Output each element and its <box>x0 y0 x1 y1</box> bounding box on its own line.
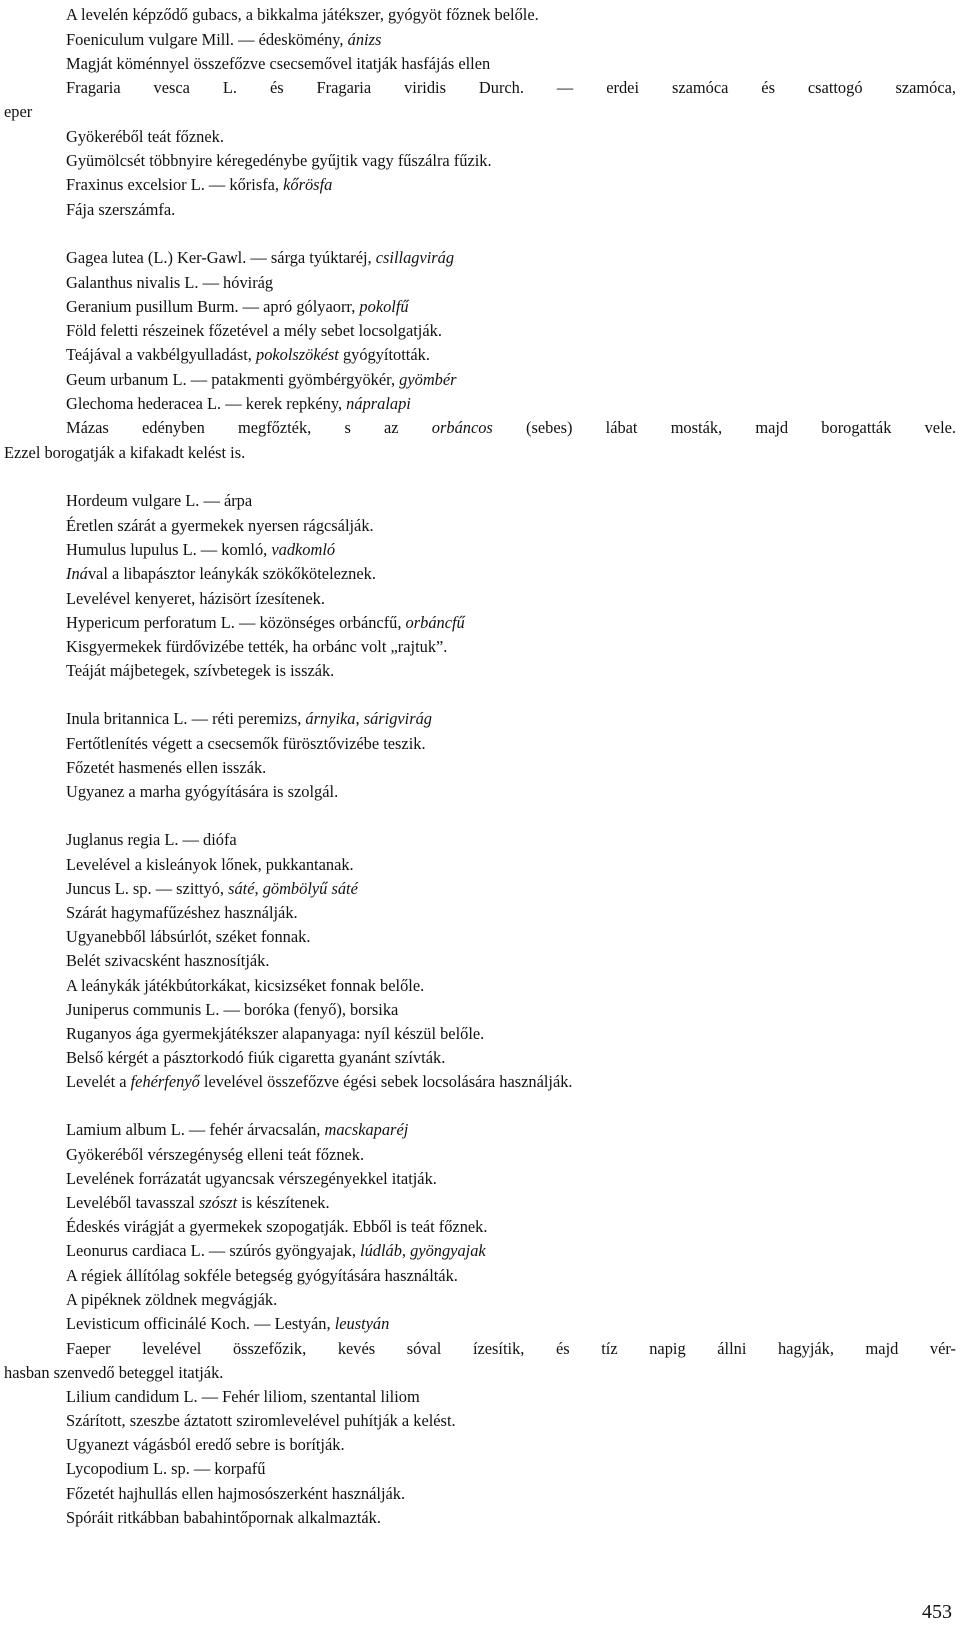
text-run: , <box>401 1241 411 1260</box>
text-line <box>66 661 960 681</box>
text-run: Szárát hagymafűzéshez használják. <box>66 903 298 922</box>
text-run: Humulus lupulus L. — komló, <box>66 540 272 559</box>
text-run: gyógyították. <box>338 345 430 364</box>
text-run: Geranium pusillum Burm. — apró gólyaorr, <box>66 297 360 316</box>
text-run: hasban szenvedő beteggel itatják. <box>4 1363 224 1382</box>
text-run: Leonurus cardiaca L. — szúrós gyöngyajak, <box>66 1241 361 1260</box>
text-run: Faeper levelével összefőzik, kevés sóval ízesítik, és tíz napig állni hagyják, majd vér- <box>66 1339 956 1358</box>
text-run: Szárított, szeszbe áztatott sziromlevelével puhítják a kelést. <box>66 1411 456 1430</box>
italic-term: gyöngyajak <box>410 1241 486 1260</box>
text-run: is készítenek. <box>237 1193 330 1212</box>
text-run: A levelén képződő gubacs, a bikkalma játékszer, gyógyöt főznek belőle. <box>66 5 539 24</box>
text-line <box>66 879 960 899</box>
text-run: Főzetét hajhullás ellen hajmosószerként használják. <box>66 1484 406 1503</box>
text-run: Belső kérgét a pásztorkodó fiúk cigaretta gyanánt szívták. <box>66 1048 446 1067</box>
text-line <box>66 1508 960 1528</box>
text-run: Lilium candidum L. — Fehér liliom, szentantal liliom <box>66 1387 420 1406</box>
italic-term: vadkomló <box>271 540 336 559</box>
text-line <box>66 976 960 996</box>
text-line <box>66 1266 960 1286</box>
text-line <box>66 1120 960 1140</box>
italic-term: leustyán <box>334 1314 390 1333</box>
page-number: 453 <box>922 1601 952 1623</box>
text-line <box>66 1072 960 1092</box>
italic-term: pokolfű <box>359 297 409 316</box>
text-run: Levelével kenyeret, házisört ízesítenek. <box>66 589 325 608</box>
text-run: Teájával a vakbélgyulladást, <box>66 345 256 364</box>
text-line <box>4 102 960 122</box>
text-line <box>66 54 960 74</box>
italic-term: árnyika <box>305 709 356 728</box>
text-run: Spóráit ritkábban babahintőpornak alkalmazták. <box>66 1508 381 1527</box>
text-run: (sebes) lábat mosták, majd borogatták vele. <box>492 418 956 437</box>
italic-term: ánizs <box>347 30 382 49</box>
text-line <box>66 30 960 50</box>
text-run: Föld feletti részeinek főzetével a mély sebet locsolgatják. <box>66 321 442 340</box>
text-line <box>66 782 960 802</box>
italic-term: nápralapi <box>346 394 411 413</box>
text-run: Édeskés virágját a gyermekek szopogatják. Ebből is teát főznek. <box>66 1217 488 1236</box>
text-run: Ezzel borogatják a kifakadt kelést is. <box>4 443 246 462</box>
text-run: Ugyanezt vágásból eredő sebre is borítják. <box>66 1435 345 1454</box>
text-line <box>66 345 960 365</box>
text-line <box>66 491 960 511</box>
text-run: A régiek állítólag sokféle betegség gyógyítására használták. <box>66 1266 458 1285</box>
text-run: Lamium album L. — fehér árvacsalán, <box>66 1120 325 1139</box>
text-run: Levisticum officinálé Koch. — Lestyán, <box>66 1314 335 1333</box>
text-run: Juglanus regia L. — diófa <box>66 830 237 849</box>
text-line <box>66 855 960 875</box>
text-line <box>4 443 960 463</box>
italic-term: lúdláb <box>360 1241 402 1260</box>
text-line <box>66 830 960 850</box>
text-run: Fertőtlenítés végett a csecsemők fürösztővizébe teszik. <box>66 734 426 753</box>
text-run: Magját köménnyel összefőzve csecsemővel itatják hasfájás ellen <box>66 54 491 73</box>
italic-term: gyömbér <box>399 370 457 389</box>
text-line <box>66 273 960 293</box>
text-run: , <box>355 709 364 728</box>
italic-term: pokolszökést <box>256 345 339 364</box>
text-run: Hypericum perforatum L. — közönséges orbáncfű, <box>66 613 406 632</box>
text-line <box>66 1339 956 1359</box>
text-line <box>66 758 960 778</box>
text-run: Geum urbanum L. — patakmenti gyömbérgyökér, <box>66 370 400 389</box>
text-run: Ruganyos ága gyermekjátékszer alapanyaga: nyíl készül belőle. <box>66 1024 485 1043</box>
text-line <box>66 127 960 147</box>
italic-term: macskaparéj <box>324 1120 409 1139</box>
text-line <box>66 1048 960 1068</box>
text-line <box>66 1145 960 1165</box>
text-run: Galanthus nivalis L. — hóvirág <box>66 273 274 292</box>
italic-term: sáté <box>228 879 255 898</box>
text-run: val a libapásztor leánykák szökőköteleznek. <box>87 564 376 583</box>
italic-term: orbáncos <box>431 418 493 437</box>
text-line <box>66 200 960 220</box>
text-run: eper <box>4 102 33 121</box>
text-run: Levelével a kisleányok lőnek, pukkantanak. <box>66 855 354 874</box>
text-run: Levelét a <box>66 1072 131 1091</box>
text-line <box>66 151 960 171</box>
text-run: Hordeum vulgare L. — árpa <box>66 491 253 510</box>
italic-term: szószt <box>198 1193 238 1212</box>
text-line <box>66 1000 960 1020</box>
text-run: Juniperus communis L. — boróka (fenyő), borsika <box>66 1000 399 1019</box>
text-line <box>66 951 960 971</box>
text-line <box>66 516 960 536</box>
text-line <box>66 321 960 341</box>
text-run: Inula britannica L. — réti peremizs, <box>66 709 306 728</box>
text-line <box>66 1193 960 1213</box>
text-run: Glechoma hederacea L. — kerek repkény, <box>66 394 347 413</box>
text-line <box>66 1024 960 1044</box>
text-line <box>66 1387 960 1407</box>
text-line <box>4 1363 960 1383</box>
text-line <box>66 1169 960 1189</box>
italic-term: fehérfenyő <box>130 1072 200 1091</box>
text-line <box>66 1217 960 1237</box>
italic-term: gömbölyű sáté <box>262 879 358 898</box>
text-line <box>66 5 960 25</box>
text-line <box>66 394 960 414</box>
text-line <box>66 1411 960 1431</box>
text-run: Foeniculum vulgare Mill. — édeskömény, <box>66 30 348 49</box>
text-run: Belét szivacsként hasznosítják. <box>66 951 270 970</box>
italic-term: kőrösfa <box>283 175 333 194</box>
text-line <box>66 613 960 633</box>
text-line <box>66 709 960 729</box>
text-run: Éretlen szárát a gyermekek nyersen rágcsálják. <box>66 516 374 535</box>
text-line <box>66 297 960 317</box>
text-run: Teáját májbetegek, szívbetegek is isszák. <box>66 661 335 680</box>
text-run: Gyümölcsét többnyire kéregedénybe gyűjtik vagy fűszálra fűzik. <box>66 151 492 170</box>
text-run: Kisgyermekek fürdővizébe tették, ha orbánc volt „rajtuk”. <box>66 637 448 656</box>
text-line <box>66 1484 960 1504</box>
text-run: Gyökeréből teát főznek. <box>66 127 224 146</box>
italic-term: orbáncfű <box>405 613 465 632</box>
text-run: Levelének forrázatát ugyancsak vérszegényekkel itatják. <box>66 1169 437 1188</box>
text-run: Leveléből tavasszal <box>66 1193 199 1212</box>
text-run: Gyökeréből vérszegénység elleni teát főznek. <box>66 1145 365 1164</box>
text-run: A pipéknek zöldnek megvágják. <box>66 1290 278 1309</box>
text-line <box>66 418 956 438</box>
text-run: Fragaria vesca L. és Fragaria viridis Durch. — erdei szamóca és csattogó szamóca, <box>66 78 956 97</box>
text-run: Ugyanebből lábsúrlót, széket fonnak. <box>66 927 311 946</box>
text-line <box>66 1435 960 1455</box>
text-line <box>66 175 960 195</box>
text-run: levelével összefőzve égési sebek locsolására használják. <box>199 1072 573 1091</box>
text-run: Fája szerszámfa. <box>66 200 176 219</box>
text-run: A leánykák játékbútorkákat, kicsizséket fonnak belőle. <box>66 976 425 995</box>
text-run: Juncus L. sp. — szittyó, <box>66 879 229 898</box>
text-line <box>66 927 960 947</box>
text-run: Lycopodium L. sp. — korpafű <box>66 1459 266 1478</box>
text-line <box>66 564 960 584</box>
text-line <box>66 248 960 268</box>
text-line <box>66 1459 960 1479</box>
text-line <box>66 1241 960 1261</box>
text-line <box>66 589 960 609</box>
text-line <box>66 1314 960 1334</box>
italic-term: csillagvirág <box>375 248 455 267</box>
text-run: Gagea lutea (L.) Ker-Gawl. — sárga tyúktaréj, <box>66 248 376 267</box>
text-line <box>66 370 960 390</box>
text-line <box>66 637 960 657</box>
text-line <box>66 903 960 923</box>
text-run: Ugyanez a marha gyógyítására is szolgál. <box>66 782 339 801</box>
text-line <box>66 734 960 754</box>
italic-term: sárigvirág <box>363 709 432 728</box>
italic-term: Iná <box>66 564 88 583</box>
text-line <box>66 78 956 98</box>
text-line <box>66 540 960 560</box>
text-run: , <box>254 879 263 898</box>
text-run: Mázas edényben megfőzték, s az <box>66 418 432 437</box>
text-run: Főzetét hasmenés ellen isszák. <box>66 758 267 777</box>
text-run: Fraxinus excelsior L. — kőrisfa, <box>66 175 284 194</box>
text-line <box>66 1290 960 1310</box>
